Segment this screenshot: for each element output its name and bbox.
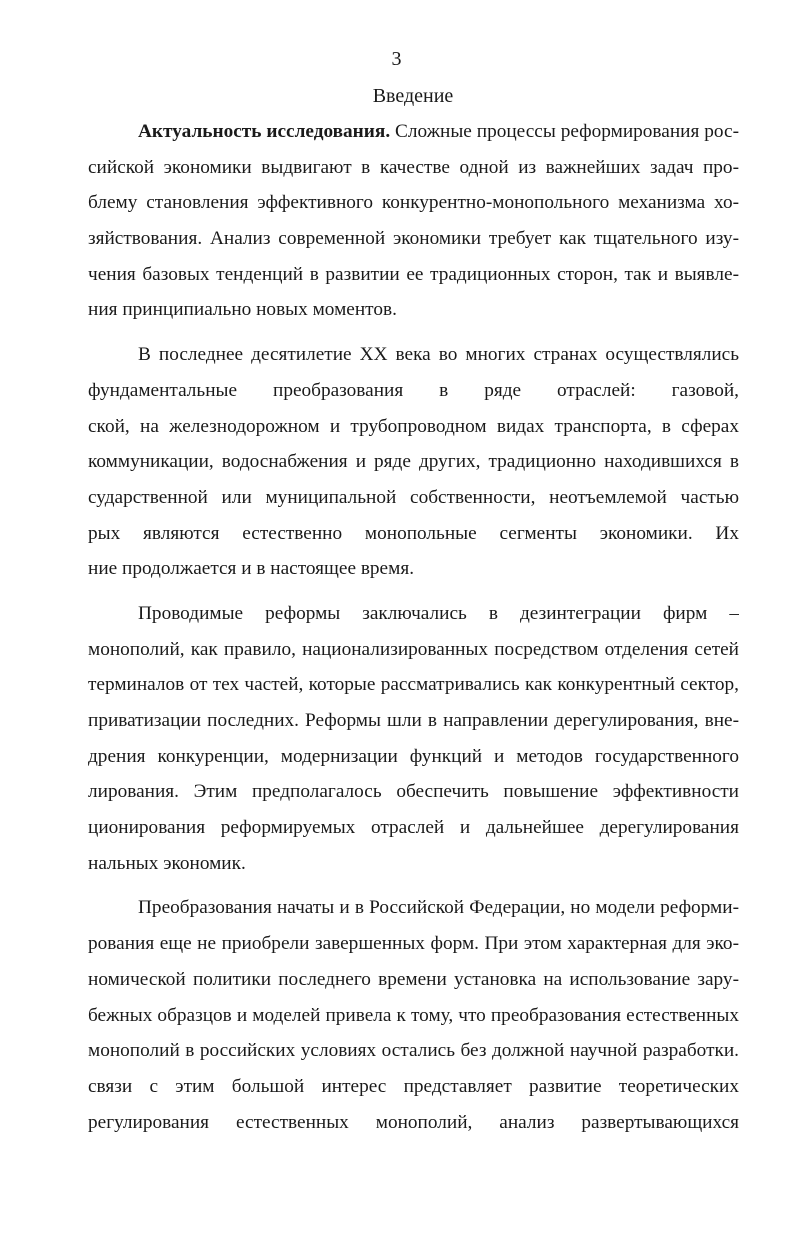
paragraph-line: чения базовых тенденций в развитии ее традиционных сторон, так и выявле- — [88, 263, 739, 285]
paragraph-line: ской, на железнодорожном и трубопроводном видах транспорта, в сферах — [88, 415, 739, 437]
paragraph-relevance — [88, 114, 739, 328]
paragraph-line: монополий, как правило, национализированных посредством отделения сетей — [88, 638, 739, 660]
paragraph-line: приватизации последних. Реформы шли в направлении дерегулирования, вне- — [88, 710, 739, 732]
paragraph-line: Преобразования начаты и в Российской Федерации, но модели реформи- — [138, 897, 739, 919]
lead-in-bold: Актуальность исследования. — [138, 121, 391, 142]
paragraph-line: номической политики последнего времени установка на использование зару- — [88, 968, 739, 990]
paragraph-russian-federation — [88, 890, 739, 1140]
paragraph-line: дрения конкуренции, модернизации функций и методов государственного — [88, 745, 739, 767]
paragraph-line: сударственной или муниципальной собственности, неотъемлемой частью — [88, 486, 739, 508]
paragraph-line: фундаментальные преобразования в ряде отраслей: газовой, — [88, 379, 739, 401]
paragraph-line: сийской экономики выдвигают в качестве одной из важнейших задач про- — [88, 156, 739, 178]
paragraph-line: регулирования естественных монополий, анализ развертывающихся — [88, 1111, 739, 1133]
page-number: 3 — [391, 48, 402, 70]
paragraph-line: монополий в российских условиях остались без должной научной разработки. — [88, 1040, 739, 1062]
paragraph-line: рых являются естественно монопольные сегменты экономики. Их — [88, 522, 739, 544]
paragraph-line: бежных образцов и моделей привела к тому, что преобразования естественных — [88, 1004, 739, 1026]
paragraph-line: лирования. Этим предполагалось обеспечить повышение эффективности — [88, 781, 739, 803]
paragraph-line: ние продолжается и в настоящее время. — [88, 558, 415, 580]
paragraph-line: коммуникации, водоснабжения и ряде других, традиционно находившихся в — [88, 451, 739, 473]
paragraph-line: зяйствования. Анализ современной экономики требует как тщательного изу- — [88, 228, 739, 250]
paragraph-line: терминалов от тех частей, которые рассматривались как конкурентный сектор, — [88, 674, 739, 696]
paragraph-line: Актуальность исследования. Сложные процессы реформирования рос- — [138, 121, 739, 142]
paragraph-reforms-xx-century — [88, 337, 739, 587]
paragraph-line: Проводимые реформы заключались в дезинтеграции фирм – — [138, 602, 739, 624]
paragraph-line: нальных экономик. — [88, 852, 246, 874]
paragraph-line: рования еще не приобрели завершенных форм. При этом характерная для эко- — [88, 933, 739, 955]
paragraph-line: ционирования реформируемых отраслей и дальнейшее дерегулирования — [88, 817, 739, 839]
paragraph-line: связи с этим большой интерес представляет развитие теоретических — [88, 1075, 739, 1097]
paragraph-line: В последнее десятилетие XX века во многих странах осуществлялись — [138, 344, 739, 366]
section-heading: Введение — [372, 85, 454, 107]
paragraph-line: блему становления эффективного конкурентно-монопольного механизма хо- — [88, 192, 739, 214]
body-text — [88, 114, 739, 1140]
paragraph-disintegration — [88, 596, 739, 882]
paragraph-line: ния принципиально новых моментов. — [88, 299, 397, 321]
